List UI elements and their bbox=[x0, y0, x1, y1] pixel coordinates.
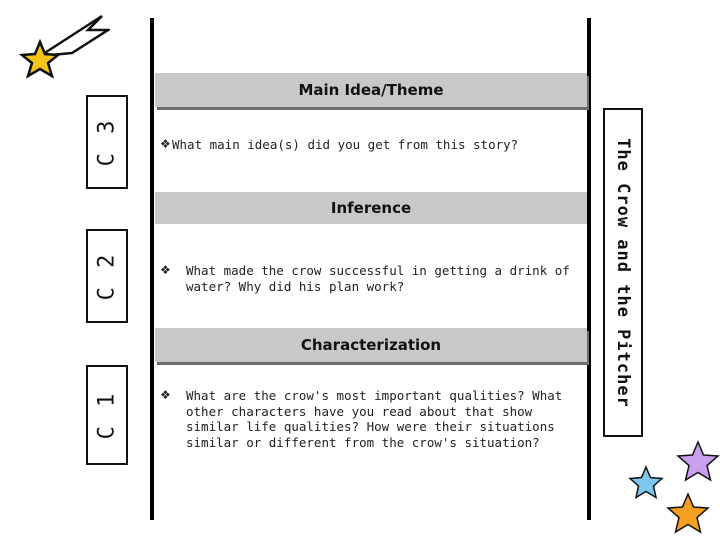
heading-main-idea: Main Idea/Theme bbox=[298, 81, 444, 99]
left-rail bbox=[150, 18, 154, 520]
question-text: What are the crow's most important qualities? What other characters have you read about that show similar life qualities? How were their situations similar or different from the crow's situation? bbox=[186, 388, 563, 450]
shooting-star-icon bbox=[10, 8, 110, 88]
story-title: The Crow and the Pitcher bbox=[613, 137, 633, 408]
section-heading bbox=[155, 192, 587, 224]
heading-inference: Inference bbox=[330, 199, 412, 217]
section-heading bbox=[155, 73, 587, 107]
star-icon bbox=[666, 492, 710, 536]
level-label-c1: C 1 bbox=[86, 365, 128, 465]
heading-characterization: Characterization bbox=[300, 336, 442, 354]
bullet-icon: ❖ bbox=[160, 137, 171, 151]
question-text: What made the crow successful in getting a drink of water? Why did his plan work? bbox=[186, 263, 570, 294]
bullet-icon: ❖ bbox=[160, 388, 171, 402]
level-label-c3: C 3 bbox=[86, 95, 128, 189]
section-heading bbox=[155, 328, 587, 362]
level-label-c2: C 2 bbox=[86, 229, 128, 323]
star-icon bbox=[676, 440, 720, 484]
bullet-icon: ❖ bbox=[160, 263, 171, 277]
star-icon bbox=[628, 465, 664, 501]
right-rail bbox=[587, 18, 591, 520]
question-text: What main idea(s) did you get from this story? bbox=[172, 137, 519, 152]
story-title-box bbox=[603, 108, 643, 437]
